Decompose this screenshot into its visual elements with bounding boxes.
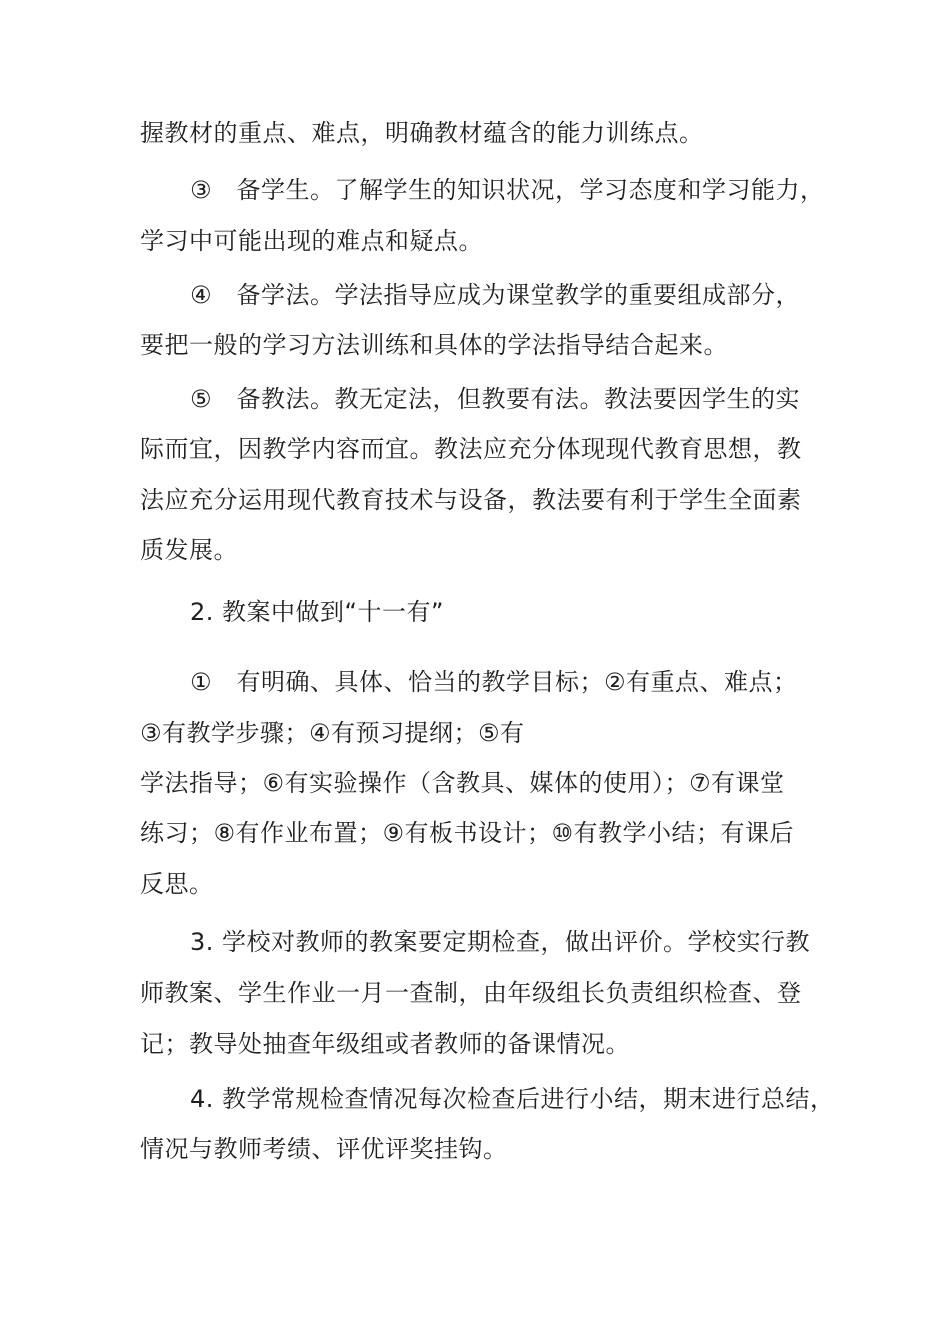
text-line: 际而宜，因教学内容而宜。教法应充分体现现代教育思想，教 xyxy=(140,435,802,463)
text-line: 师教案、学生作业一月一查制，由年级组长负责组织检查、登 xyxy=(140,979,802,1007)
text-line: 3. 学校对教师的教案要定期检查，做出评价。学校实行教 xyxy=(190,928,811,956)
text-line: 反思。 xyxy=(140,870,214,898)
text-line: ④ 备学法。学法指导应成为课堂教学的重要组成部分， xyxy=(190,281,801,309)
text-line: 记；教导处抽查年级组或者教师的备课情况。 xyxy=(140,1030,630,1058)
text-line: 质发展。 xyxy=(140,536,238,564)
text-line: ③有教学步骤；④有预习提纲；⑤有 xyxy=(140,719,525,747)
section-heading: 2. 教案中做到“十一有” xyxy=(190,598,444,626)
text-line: ① 有明确、具体、恰当的教学目标；②有重点、难点； xyxy=(190,668,798,696)
text-line: 学习中可能出现的难点和疑点。 xyxy=(140,227,483,255)
text-line: 4. 教学常规检查情况每次检查后进行小结，期末进行总结， xyxy=(190,1085,835,1113)
text-line: 情况与教师考绩、评优评奖挂钩。 xyxy=(140,1135,508,1163)
text-line: ③ 备学生。了解学生的知识状况，学习态度和学习能力， xyxy=(190,176,825,204)
text-line: ⑤ 备教法。教无定法，但教要有法。教法要因学生的实 xyxy=(190,385,801,413)
text-line: 学法指导；⑥有实验操作（含教具、媒体的使用）；⑦有课堂 xyxy=(140,769,785,797)
text-line: 握教材的重点、难点，明确教材蕴含的能力训练点。 xyxy=(140,119,704,147)
text-line: 法应充分运用现代教育技术与设备，教法要有利于学生全面素 xyxy=(140,486,802,514)
text-line: 要把一般的学习方法训练和具体的学法指导结合起来。 xyxy=(140,331,728,359)
text-line: 练习；⑧有作业布置；⑨有板书设计；⑩有教学小结；有课后 xyxy=(140,819,795,847)
